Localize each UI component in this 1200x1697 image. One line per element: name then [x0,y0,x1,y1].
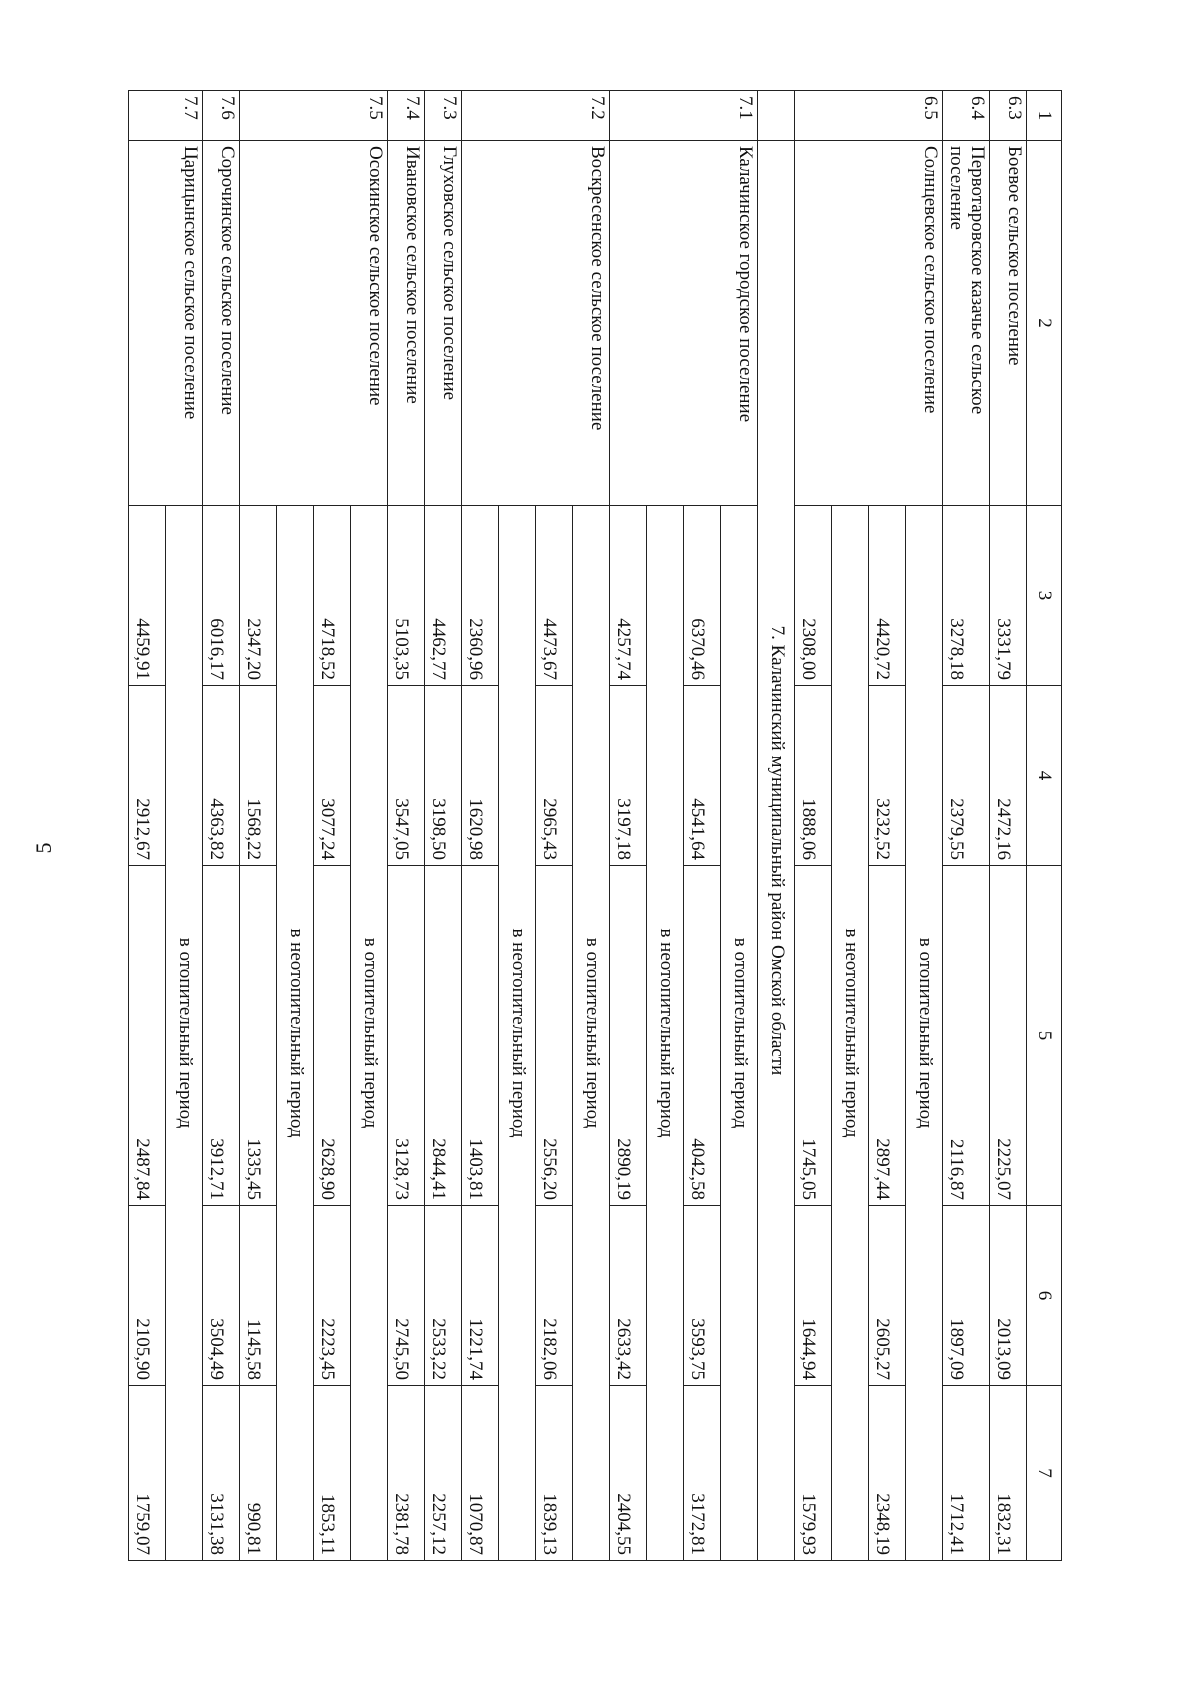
value-cell: 1888,06 [795,686,832,866]
value-cell: 2182,06 [536,1206,573,1386]
value-cell: 1145,58 [240,1206,277,1386]
value-cell: 1853,11 [314,1386,351,1561]
value-cell: 1644,94 [795,1206,832,1386]
table-row [351,91,388,1561]
value-cell: 4257,74 [610,506,647,686]
value-cell: 2605,27 [869,1206,906,1386]
value-cell: 3547,05 [388,686,425,866]
value-cell: 1759,07 [129,1386,166,1561]
value-cell: 2890,19 [610,866,647,1206]
value-cell: 4459,91 [129,506,166,686]
value-cell: 2745,50 [388,1206,425,1386]
value-cell: 3331,79 [990,506,1027,686]
value-cell: 1832,31 [990,1386,1027,1561]
value-cell: 1745,05 [795,866,832,1206]
table-row [906,91,943,1561]
table-row [203,91,240,1561]
col-header-4: 4 [1027,686,1062,866]
settlement-name: Ивановское сельское поселение [388,141,425,506]
table-row [573,91,610,1561]
row-number: 7.1 [610,91,758,141]
settlement-name: Первотаровское казачье сельское поселение [943,141,990,506]
value-cell: 2013,09 [990,1206,1027,1386]
row-number: 7.2 [462,91,610,141]
value-cell: 6016,17 [203,506,240,686]
value-cell: 2381,78 [388,1386,425,1561]
rotated-table-container [112,90,1062,1560]
col-header-2: 2 [1027,141,1062,506]
value-cell: 3077,24 [314,686,351,866]
settlement-name: Сорочинское сельское поселение [203,141,240,506]
value-cell: 1897,09 [943,1206,990,1386]
value-cell: 2533,22 [425,1206,462,1386]
value-cell: 1712,41 [943,1386,990,1561]
value-cell: 2912,67 [129,686,166,866]
col-header-7: 7 [1027,1386,1062,1561]
value-cell: 2556,20 [536,866,573,1206]
row-number: 6.5 [795,91,943,141]
table-row [990,91,1027,1561]
value-cell: 3172,81 [684,1386,721,1561]
period-label: в отопительный период [573,506,610,1561]
value-cell: 1403,81 [462,866,499,1206]
section-title: 7. Калачинский муниципальный район Омской области [758,141,795,1561]
value-cell: 3504,49 [203,1206,240,1386]
value-cell: 2347,20 [240,506,277,686]
value-cell: 1568,22 [240,686,277,866]
value-cell: 2308,00 [795,506,832,686]
value-cell: 2105,90 [129,1206,166,1386]
value-cell: 2223,45 [314,1206,351,1386]
value-cell: 2487,84 [129,866,166,1206]
settlement-name: Боевое сельское поселение [990,141,1027,506]
value-cell: 4363,82 [203,686,240,866]
period-label: в отопительный период [166,506,203,1561]
value-cell: 1070,87 [462,1386,499,1561]
value-cell: 2404,55 [610,1386,647,1561]
value-cell: 4718,52 [314,506,351,686]
value-cell: 2257,12 [425,1386,462,1561]
settlement-name: Солнцевское сельское поселение [795,141,943,506]
empty-cell [758,91,795,141]
value-cell: 3198,50 [425,686,462,866]
row-number: 7.7 [129,91,203,141]
value-cell: 2348,19 [869,1386,906,1561]
col-header-3: 3 [1027,506,1062,686]
value-cell: 3278,18 [943,506,990,686]
value-cell: 5103,35 [388,506,425,686]
settlement-name: Царицынское сельское поселение [129,141,203,506]
settlement-name: Осокинское сельское поселение [240,141,388,506]
row-number: 6.3 [990,91,1027,141]
period-label: в неотопительный период [499,506,536,1561]
value-cell: 2633,42 [610,1206,647,1386]
value-cell: 2628,90 [314,866,351,1206]
value-cell: 2472,16 [990,686,1027,866]
col-header-1: 1 [1027,91,1062,141]
value-cell: 1620,98 [462,686,499,866]
value-cell: 4420,72 [869,506,906,686]
settlement-name: Воскресенское сельское поселение [462,141,610,506]
period-label: в отопительный период [721,506,758,1561]
value-cell: 4042,58 [684,866,721,1206]
value-cell: 4473,67 [536,506,573,686]
page-number: 5 [31,842,56,854]
value-cell: 2897,44 [869,866,906,1206]
table-row [943,91,990,1561]
value-cell: 2844,41 [425,866,462,1206]
value-cell: 4541,64 [684,686,721,866]
header-row [1027,91,1062,1561]
value-cell: 1221,74 [462,1206,499,1386]
settlement-name: Калачинское городское поселение [610,141,758,506]
value-cell: 6370,46 [684,506,721,686]
settlement-name: Глуховское сельское поселение [425,141,462,506]
section-row [758,91,795,1561]
period-label: в отопительный период [351,506,388,1561]
row-number: 7.6 [203,91,240,141]
col-header-5: 5 [1027,866,1062,1206]
period-label: в неотопительный период [277,506,314,1561]
value-cell: 2225,07 [990,866,1027,1206]
row-number: 7.5 [240,91,388,141]
table-row [388,91,425,1561]
value-cell: 2965,43 [536,686,573,866]
table-row [425,91,462,1561]
value-cell: 2360,96 [462,506,499,686]
value-cell: 3128,73 [388,866,425,1206]
period-label: в неотопительный период [832,506,869,1561]
table-row [166,91,203,1561]
row-number: 6.4 [943,91,990,141]
value-cell: 4462,77 [425,506,462,686]
col-header-6: 6 [1027,1206,1062,1386]
value-cell: 2379,55 [943,686,990,866]
period-label: в отопительный период [906,506,943,1561]
value-cell: 3912,71 [203,866,240,1206]
row-number: 7.4 [388,91,425,141]
value-cell: 1839,13 [536,1386,573,1561]
period-label: в неотопительный период [647,506,684,1561]
value-cell: 3131,38 [203,1386,240,1561]
table-row [721,91,758,1561]
value-cell: 3593,75 [684,1206,721,1386]
value-cell: 990,81 [240,1386,277,1561]
row-number: 7.3 [425,91,462,141]
value-cell: 3232,52 [869,686,906,866]
value-cell: 1335,45 [240,866,277,1206]
value-cell: 1579,93 [795,1386,832,1561]
tariff-table [128,90,1062,1561]
value-cell: 2116,87 [943,866,990,1206]
value-cell: 3197,18 [610,686,647,866]
